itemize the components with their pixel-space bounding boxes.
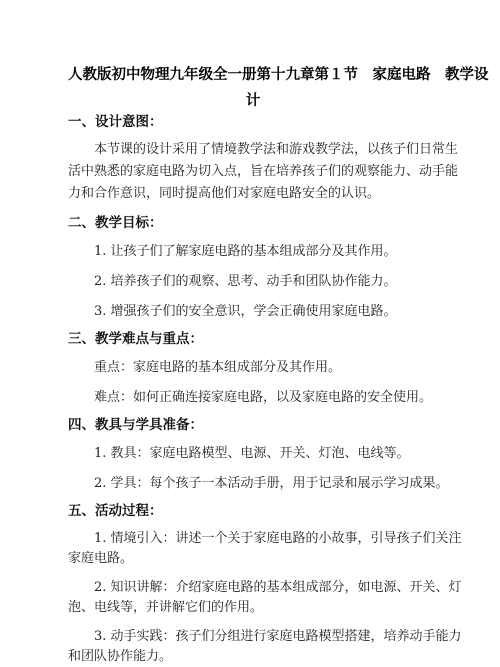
list-item: 3. 增强孩子们的安全意识，学会正确使用家庭电路。: [94, 304, 397, 319]
list-item-line: 泡、电线等，并讲解它们的作用。: [68, 600, 264, 615]
section-heading: 四、教具与学具准备：: [68, 417, 203, 433]
section-paragraph: [68, 139, 459, 205]
section-design-intent: [68, 113, 459, 205]
section-heading: 五、活动过程：: [68, 503, 163, 519]
list-item-line: 家庭电路。: [68, 551, 134, 566]
list-item: 难点：如何正确连接家庭电路，以及家庭电路的安全使用。: [94, 390, 433, 405]
document-body: [68, 113, 462, 667]
list-item: 1. 教具：家庭电路模型、电源、开关、灯泡、电线等。: [94, 446, 410, 461]
list-item-line: 1. 情境引入：讲述一个关于家庭电路的小故事，引导孩子们关注: [94, 531, 462, 546]
list-item: [68, 529, 462, 569]
section-key-difficult-points: [68, 330, 433, 408]
paragraph-line: 本节课的设计采用了情境教学法和游戏教学法，以孩子们日常生: [94, 142, 459, 157]
paragraph-line: 力和合作意识，同时提高他们对家庭电路安全的认识。: [68, 186, 381, 201]
paragraph-line: 活中熟悉的家庭电路为切入点，旨在培养孩子们的观察能力、动手能: [68, 164, 459, 179]
section-activity-process: [68, 502, 462, 667]
list-item-line: 和团队协作能力。: [68, 649, 173, 664]
list-item: 2. 学具：每个孩子一本活动手册，用于记录和展示学习成果。: [94, 476, 449, 491]
title-line-2: 计: [245, 92, 261, 109]
section-heading: 一、设计意图：: [68, 114, 163, 130]
section-teaching-aids: [68, 416, 449, 494]
list-item: 1. 让孩子们了解家庭电路的基本组成部分及其作用。: [94, 244, 397, 259]
list-item: 2. 培养孩子们的观察、思考、动手和团队协作能力。: [94, 274, 397, 289]
list-item-line: 2. 知识讲解：介绍家庭电路的基本组成部分，如电源、开关、灯: [94, 580, 462, 595]
title-line-1: 人教版初中物理九年级全一册第十九章第１节 家庭电路 教学设: [68, 66, 489, 83]
list-item: 重点：家庭电路的基本组成部分及其作用。: [94, 360, 342, 375]
section-teaching-goals: [68, 214, 433, 322]
section-heading: 二、教学目标：: [68, 215, 163, 231]
section-heading: 三、教学难点与重点：: [68, 331, 203, 347]
list-item: [68, 627, 462, 667]
list-item-line: 3. 动手实践：孩子们分组进行家庭电路模型搭建，培养动手能力: [94, 629, 462, 644]
list-item: [68, 578, 462, 618]
document-title: [68, 62, 489, 114]
